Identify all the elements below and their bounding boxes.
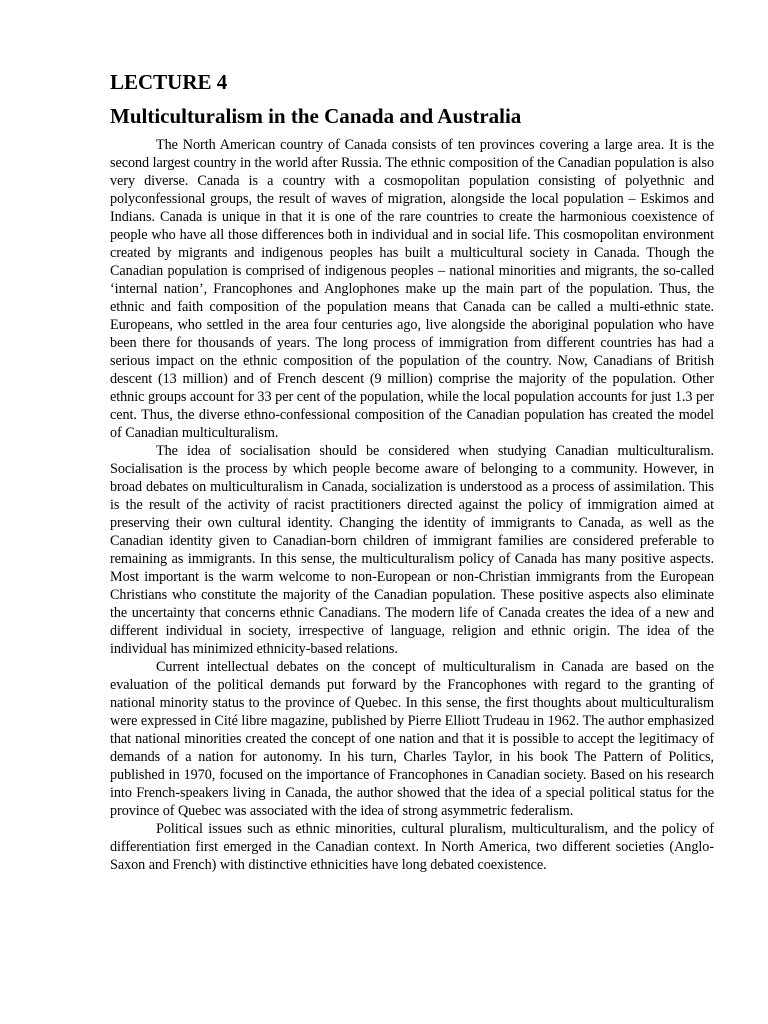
- paragraph-political-issues: Political issues such as ethnic minorities, cultural pluralism, multiculturalism, and the policy of differentiation first emerged in the Canadian context. In North America, two different societies (Anglo-Saxon and French) with distinctive ethnicities have long debated coexistence.: [110, 821, 714, 873]
- paragraph-intellectual-debates: Current intellectual debates on the concept of multiculturalism in Canada are based on the evaluation of the political demands put forward by the Francophones with regard to the granting of national minority status to the province of Quebec. In this sense, the first thoughts about multiculturalism were expressed in Cité libre magazine, published by Pierre Elliott Trudeau in 1962. The author emphasized that national minorities created the concept of one nation and that it is possible to accept the legitimacy of demands of a nation for autonomy. In his turn, Charles Taylor, in his book The Pattern of Politics, published in 1970, focused on the importance of Francophones in Canadian society. Based on his research into French-speakers living in Canada, the author showed that the idea of a special political status for the province of Quebec was associated with the idea of strong asymmetric federalism.: [110, 659, 714, 819]
- paragraph-socialisation: The idea of socialisation should be considered when studying Canadian multiculturalism. Socialisation is the process by which people become aware of belonging to a community. However, in broad debates on multiculturalism in Canada, socialization is understood as a process of assimilation. This is the result of the activity of racist practitioners directed against the policy of immigration aimed at preserving their own cultural identity. Changing the identity of immigrants to Canada, as well as the Canadian identity given to Canadian-born children of immigrant families are considered preferable to remaining as immigrants. In this sense, the multiculturalism policy of Canada has many positive aspects. Most important is the warm welcome to non-European or non-Christian immigrants from the European Christians who constitute the majority of the Canadian population. These positive aspects also eliminate the uncertainty that concerns ethnic Canadians. The modern life of Canada creates the idea of a new and different individual in society, irrespective of language, religion and ethnic origin. The idea of the individual has minimized ethnicity-based relations.: [110, 443, 714, 657]
- lecture-label: LECTURE 4: [110, 70, 228, 94]
- paragraph-canada-composition: The North American country of Canada consists of ten provinces covering a large area. It is the second largest country in the world after Russia. The ethnic composition of the Canadian population is also very diverse. Canada is a country with a cosmopolitan population consisting of polyethnic and polyconfessional groups, the result of waves of migration, alongside the local population – Eskimos and Indians. Canada is unique in that it is one of the rare countries to create the harmonious coexistence of people who have all those differences both in individual and in social life. This cosmopolitan environment created by migrants and indigenous peoples has built a multicultural society in Canada. Though the Canadian population is comprised of indigenous peoples – national minorities and migrants, the so-called ‘internal nation’, Francophones and Anglophones make up the main part of the population. Thus, the ethnic and faith composition of the population means that Canada can be called a multi-ethnic state. Europeans, who settled in the area four centuries ago, live alongside the aboriginal population who have been there for thousands of years. The long process of immigration from different countries has had a serious impact on the ethnic composition of the population of the country. Now, Canadians of British descent (13 million) and of French descent (9 million) comprise the majority of the population. Other ethnic groups account for 33 per cent of the population, while the local population accounts for just 1.3 per cent. Thus, the diverse ethno-confessional composition of the Canadian population has created the model of Canadian multiculturalism.: [110, 137, 714, 441]
- document-title: Multiculturalism in the Canada and Australia: [110, 104, 522, 128]
- document-page: [110, 68, 714, 874]
